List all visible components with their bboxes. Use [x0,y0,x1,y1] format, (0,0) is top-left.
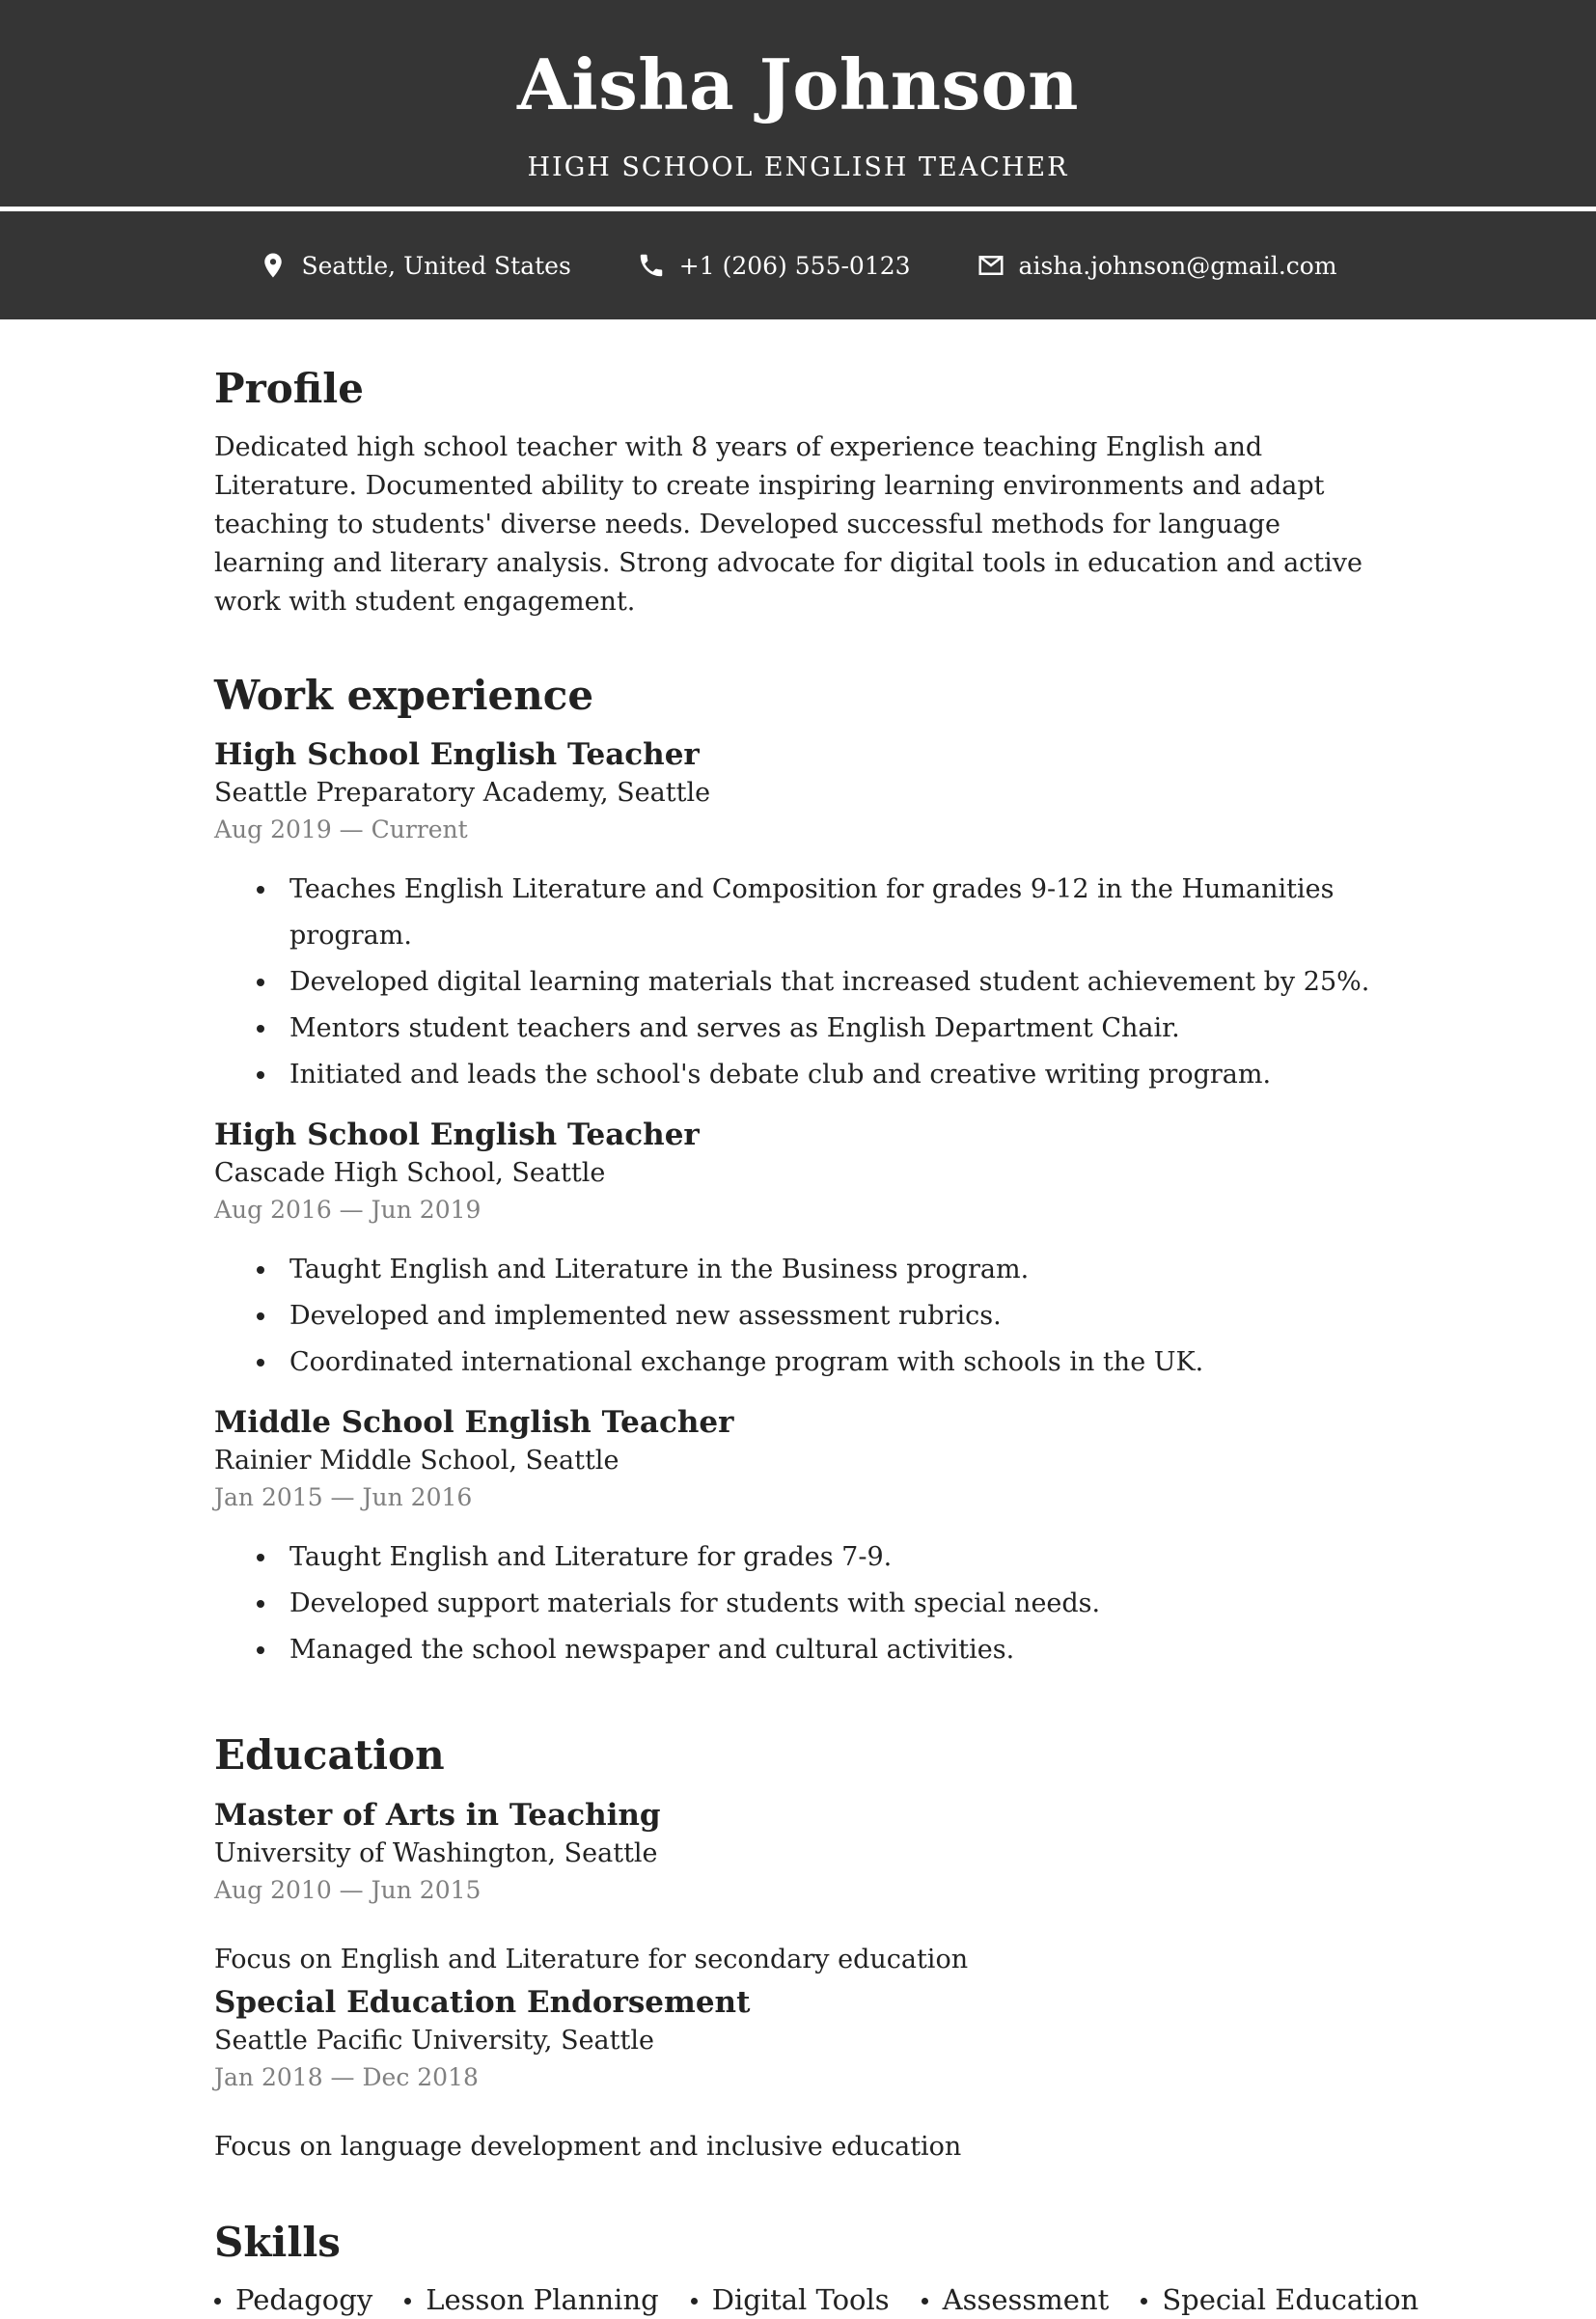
job-bullet: Developed digital learning materials that increased student achievement by 25%. [257,959,1391,1006]
job-bullets [214,867,1391,1098]
envelope-icon [977,251,1005,280]
job-entry [214,1116,1391,1386]
job-employer: Seattle Preparatory Academy, Seattle [214,778,711,809]
contact-location [259,251,570,280]
work-experience-section [214,674,1391,1673]
education-description: Focus on language development and inclusive education [214,2131,962,2162]
phone-text: +1 (206) 555-0123 [678,251,911,280]
work-experience-heading: Work experience [214,672,594,720]
profile-summary: Dedicated high school teacher with 8 years of experience teaching English and Literature. Documented ability to create inspiring learning environments and adapt teaching to students' diverse needs. Developed successful methods for language learning and literary analysis. Strong advocate for digital tools in education and active work with student engagement. [214,432,1363,618]
profile-section [214,367,1391,621]
job-dates: Aug 2019 — Current [214,815,468,844]
job-title: High School English Teacher [214,1118,700,1153]
job-employer: Cascade High School, Seattle [214,1158,606,1189]
job-bullet: Taught English and Literature for grades 7-9. [257,1534,1391,1581]
skill-item: Special Education [1141,2280,1418,2319]
job-bullet: Developed support materials for students with special needs. [257,1581,1391,1627]
education-description: Focus on English and Literature for secondary education [214,1944,969,1974]
profile-heading: Profile [214,365,364,412]
job-bullet: Teaches English Literature and Composition for grades 9-12 in the Humanities program. [257,867,1391,959]
job-title: High School English Teacher [214,737,700,773]
degree-title: Master of Arts in Teaching [214,1797,661,1833]
contact-phone [637,251,911,280]
skill-item: Pedagogy [214,2280,372,2319]
job-bullet: Initiated and leads the school's debate club and creative writing program. [257,1052,1391,1098]
skill-item: Assessment [922,2280,1110,2319]
job-bullet: Mentors student teachers and serves as English Department Chair. [257,1006,1391,1052]
skill-item: Lesson Planning [404,2280,659,2319]
degree-title: Special Education Endorsement [214,1984,751,2020]
candidate-title: HIGH SCHOOL ENGLISH TEACHER [527,152,1069,182]
job-bullet: Developed and implemented new assessment rubrics. [257,1293,1391,1339]
job-bullet: Taught English and Literature in the Business program. [257,1247,1391,1293]
job-title: Middle School English Teacher [214,1405,734,1441]
location-text: Seattle, United States [301,251,571,280]
skills-heading: Skills [214,2218,341,2266]
map-pin-icon [259,251,288,280]
job-employer: Rainier Middle School, Seattle [214,1446,619,1477]
education-dates: Aug 2010 — Jun 2015 [214,1875,482,1904]
job-bullet: Coordinated international exchange program with schools in the UK. [257,1339,1391,1386]
education-dates: Jan 2018 — Dec 2018 [214,2062,479,2091]
email-text[interactable]: aisha.johnson@gmail.com [1018,251,1337,280]
school-name: Seattle Pacific University, Seattle [214,2025,654,2056]
job-dates: Aug 2016 — Jun 2019 [214,1196,482,1225]
job-bullet: Managed the school newspaper and cultural activities. [257,1627,1391,1673]
job-entry [214,735,1391,1098]
skill-item: Digital Tools [691,2280,890,2319]
job-dates: Jan 2015 — Jun 2016 [214,1483,473,1512]
education-heading: Education [214,1731,445,1780]
phone-icon [637,251,666,280]
education-entry [214,1983,1391,2167]
school-name: University of Washington, Seattle [214,1837,658,1868]
contact-bar [0,211,1596,319]
job-bullets [214,1534,1391,1673]
resume-body [214,365,1419,2319]
header-banner [0,0,1596,207]
contact-email[interactable] [977,251,1337,280]
job-entry [214,1403,1391,1673]
candidate-name: Aisha Johnson [516,43,1079,125]
education-section [214,1733,1391,2166]
skills-list [214,2280,1419,2319]
education-entry [214,1796,1391,1979]
skills-section [214,2218,1419,2319]
job-bullets [214,1247,1391,1386]
